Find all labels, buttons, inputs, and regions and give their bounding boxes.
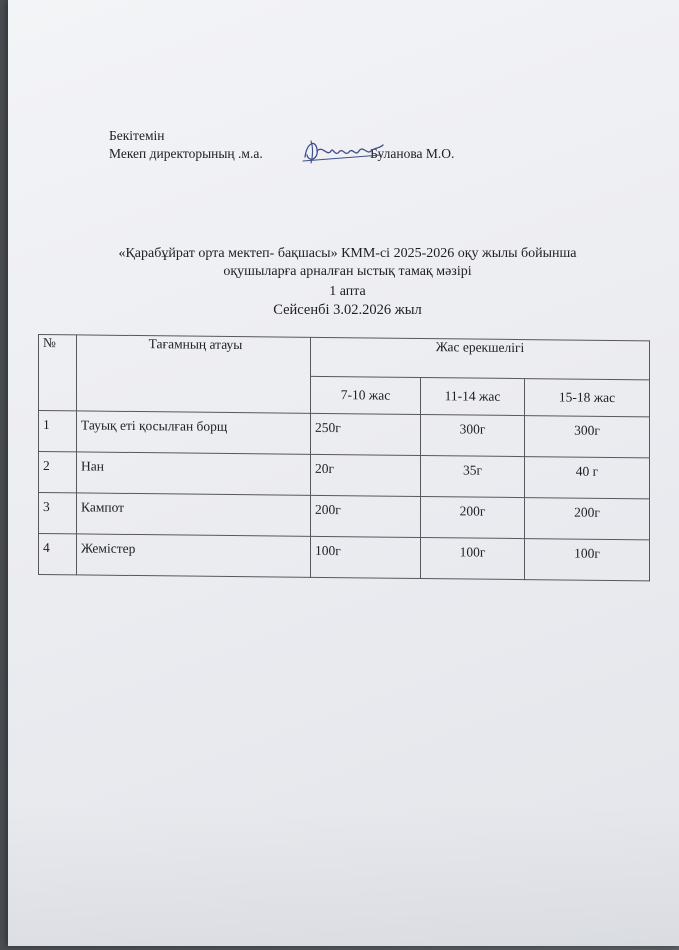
dish-name: Кампот	[77, 493, 311, 536]
portion-7-10: 20г	[311, 454, 421, 496]
director-name: Буланова М.О.	[370, 146, 455, 161]
table-row	[39, 452, 650, 499]
menu-table	[38, 334, 650, 581]
approval-title: Бекітемін	[109, 128, 165, 143]
document-page	[8, 0, 679, 946]
portion-15-18: 100г	[525, 539, 650, 581]
portion-15-18: 40 г	[525, 457, 650, 499]
row-number: 3	[39, 493, 77, 534]
header-number: №	[39, 335, 77, 411]
header-week: 1 апта	[329, 284, 366, 299]
approval-block	[109, 127, 454, 163]
table-header-row	[39, 335, 650, 380]
director-label: Мекеп директорының .м.а.	[109, 146, 263, 161]
header-age-group: Жас ерекшелігі	[311, 337, 650, 380]
header-age-11-14: 11-14 жас	[421, 378, 525, 416]
dish-name: Нан	[77, 452, 311, 495]
row-number: 1	[39, 411, 77, 452]
header-title-line1: «Қарабұйрат орта мектеп- бақшасы» КММ-сі 2025-2026 оқу жылы бойынша	[118, 246, 577, 261]
portion-15-18: 300г	[525, 416, 650, 458]
portion-11-14: 100г	[421, 538, 525, 580]
director-line	[109, 145, 454, 163]
table-row	[39, 411, 650, 458]
portion-11-14: 300г	[421, 415, 525, 457]
row-number: 4	[39, 534, 77, 575]
portion-7-10: 200г	[311, 495, 421, 537]
portion-11-14: 35г	[421, 456, 525, 498]
dish-name: Тауық еті қосылған борщ	[77, 411, 311, 454]
dish-name: Жемістер	[77, 534, 311, 577]
header-dish-name: Тағамның атауы	[77, 335, 311, 413]
table-row	[39, 534, 650, 581]
header-title-line2: оқушыларға арналған ыстық тамақ мәзірі	[223, 264, 472, 279]
portion-7-10: 250г	[311, 413, 421, 455]
row-number: 2	[39, 452, 77, 493]
header-date: Сейсенбі 3.02.2026 жыл	[273, 302, 422, 318]
portion-15-18: 200г	[525, 498, 650, 540]
header-age-15-18: 15-18 жас	[525, 379, 650, 417]
portion-7-10: 100г	[311, 536, 421, 578]
table-row	[39, 493, 650, 540]
signature-icon	[297, 135, 387, 169]
header-age-7-10: 7-10 жас	[311, 376, 421, 414]
portion-11-14: 200г	[421, 497, 525, 539]
